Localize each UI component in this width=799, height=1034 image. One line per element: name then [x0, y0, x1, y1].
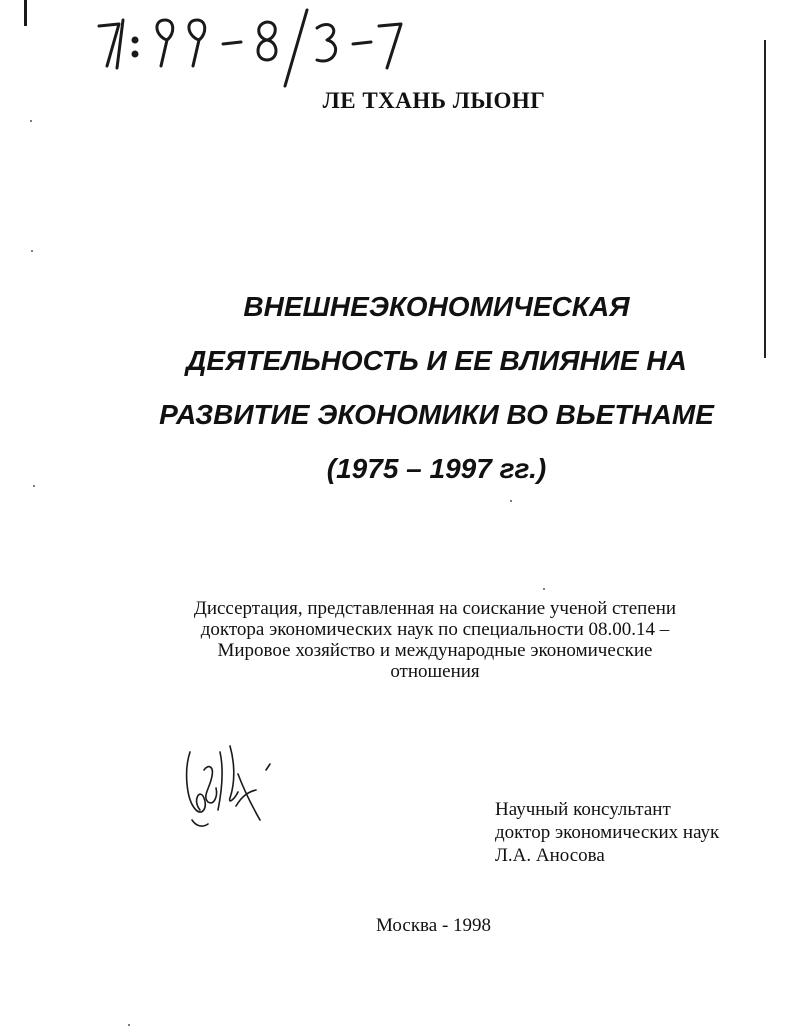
advisor-line: Л.А. Аносова [495, 845, 605, 866]
scan-speck [30, 120, 32, 122]
scan-speck [128, 1024, 130, 1026]
advisor-line: доктор экономических наук [495, 822, 720, 843]
author-name: ЛЕ ТХАНЬ ЛЫОНГ [322, 88, 546, 113]
description-line: Мировое хозяйство и международные экономические [217, 640, 653, 661]
handwritten-archive-code [95, 6, 425, 96]
handwritten-signature [178, 740, 278, 840]
scan-speck [510, 500, 512, 502]
title-line: ДЕЯТЕЛЬНОСТЬ И ЕЕ ВЛИЯНИЕ НА [186, 345, 687, 376]
description-line: Диссертация, представленная на соискание ученой степени [193, 598, 677, 619]
city-and-year: Москва - 1998 [376, 915, 492, 936]
advisor-line: Научный консультант [495, 799, 671, 820]
description-line: доктора экономических наук по специальности 08.00.14 – [200, 619, 670, 640]
scan-speck [31, 250, 33, 252]
title-line: ВНЕШНЕЭКОНОМИЧЕСКАЯ [243, 291, 630, 322]
title-line: РАЗВИТИЕ ЭКОНОМИКИ ВО ВЬЕТНАМЕ [159, 399, 714, 430]
dissertation-description [140, 598, 730, 682]
title-line: (1975 – 1997 гг.) [326, 453, 547, 484]
description-line: отношения [390, 661, 480, 682]
scientific-advisor [495, 798, 719, 867]
dissertation-title [0, 280, 799, 496]
scan-speck [543, 588, 545, 590]
scan-edge-left [24, 0, 27, 26]
